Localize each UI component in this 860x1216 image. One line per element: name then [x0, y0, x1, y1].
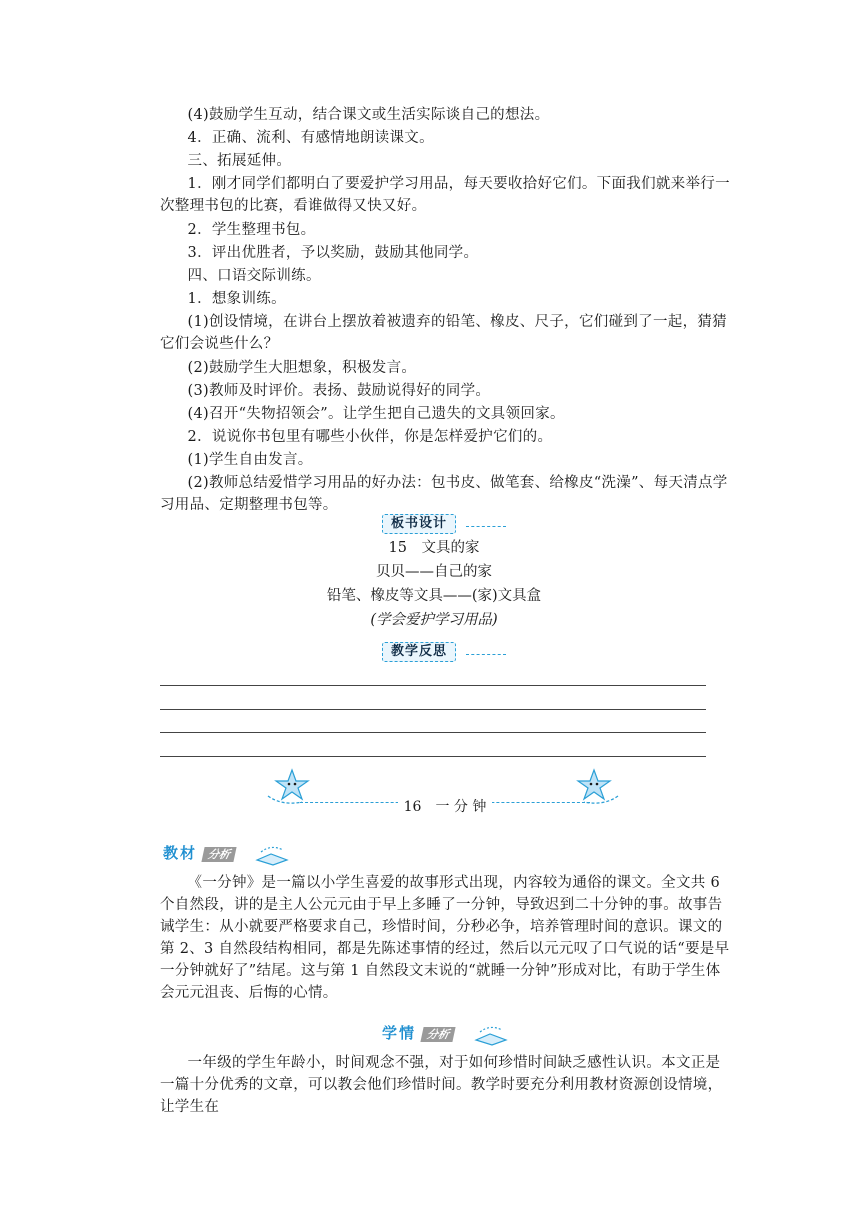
paragraph: 2．说说你书包里有哪些小伙伴，你是怎样爱护它们的。 [187, 429, 553, 445]
board-line: 15 文具的家 [388, 540, 480, 556]
badge-tail [466, 654, 506, 655]
reflection-badge [382, 640, 508, 666]
student-analysis-text: 一年级的学生年龄小，时间观念不强，对于如何珍惜时间缺乏感性认识。本文正是一篇十分优秀的文章，可以教会他们珍惜时间。教学时要充分利用教材资源创设情境，让学生在 [160, 1055, 723, 1115]
blank-line [160, 685, 706, 686]
student-analysis-heading [382, 1018, 522, 1048]
paragraph: 4．正确、流利、有感情地朗读课文。 [187, 130, 434, 146]
board-line: (学会爱护学习用品) [370, 612, 498, 628]
paragraph: 1．刚才同学们都明白了要爱护学习用品，每天要收拾好它们。下面我们就来举行一次整理书包的比赛，看谁做得又快又好。 [160, 176, 730, 214]
paragraph: (1)学生自由发言。 [187, 452, 313, 468]
book-icon [253, 840, 293, 866]
paragraph: (3)教师及时评价。表扬、鼓励说得好的同学。 [187, 383, 491, 399]
board-line: 贝贝——自己的家 [376, 564, 492, 580]
blank-line [160, 732, 706, 733]
paragraph: (4)召开“失物招领会”。让学生把自己遗失的文具领回家。 [187, 406, 565, 422]
board-design-badge [382, 512, 508, 538]
paragraph: 1．想象训练。 [187, 291, 286, 307]
section-heading: 三、拓展延伸。 [187, 153, 292, 169]
material-analysis-heading [163, 838, 303, 868]
paragraph: 2．学生整理书包。 [187, 222, 316, 238]
book-icon [472, 1020, 512, 1046]
lesson-title-text: 16 一 分 钟 [398, 799, 493, 815]
lesson-title [300, 772, 590, 815]
heading-tag: 分析 [420, 1027, 455, 1042]
badge-tail [466, 526, 506, 527]
blank-line [160, 756, 706, 757]
paragraph: 3．评出优胜者，予以奖励，鼓励其他同学。 [187, 245, 479, 261]
paragraph: (1)创设情境，在讲台上摆放着被遗弃的铅笔、橡皮、尺子，它们碰到了一起，猜猜它们会说些什么？ [160, 314, 727, 352]
paragraph: (2)教师总结爱惜学习用品的好办法：包书皮、做笔套、给橡皮“洗澡”、每天清点学习用品、定期整理书包等。 [160, 475, 728, 513]
board-line: 铅笔、橡皮等文具——(家)文具盒 [326, 588, 542, 604]
blank-line [160, 709, 706, 710]
section-heading: 四、口语交际训练。 [187, 268, 321, 284]
heading-text: 学情 [382, 1024, 417, 1042]
material-analysis-text: 《一分钟》是一篇以小学生喜爱的故事形式出现，内容较为通俗的课文。全文共 6 个自然段，讲的是主人公元元由于早上多睡了一分钟，导致迟到二十分钟的事。故事告诫学生：从小就要严格要求自己，珍惜时间，分秒必争，培养管理时间的意识。课文的第 2、3 自然段结构相同，都是先陈述事情的经过，然后以元元叹了口气说的话“要是早一分钟就好了”结尾。这与第 1 自然段文末说的“就睡一分钟”形成对比，有助于学生体会元元沮丧、后悔的心情。 [160, 875, 730, 1001]
badge-label: 板书设计 [382, 514, 456, 534]
paragraph: (4)鼓励学生互动，结合课文或生活实际谈自己的想法。 [187, 107, 550, 123]
badge-label: 教学反思 [382, 642, 456, 662]
heading-tag: 分析 [201, 847, 236, 862]
heading-text: 教材 [163, 844, 198, 862]
paragraph: (2)鼓励学生大胆想象，积极发言。 [187, 360, 417, 376]
